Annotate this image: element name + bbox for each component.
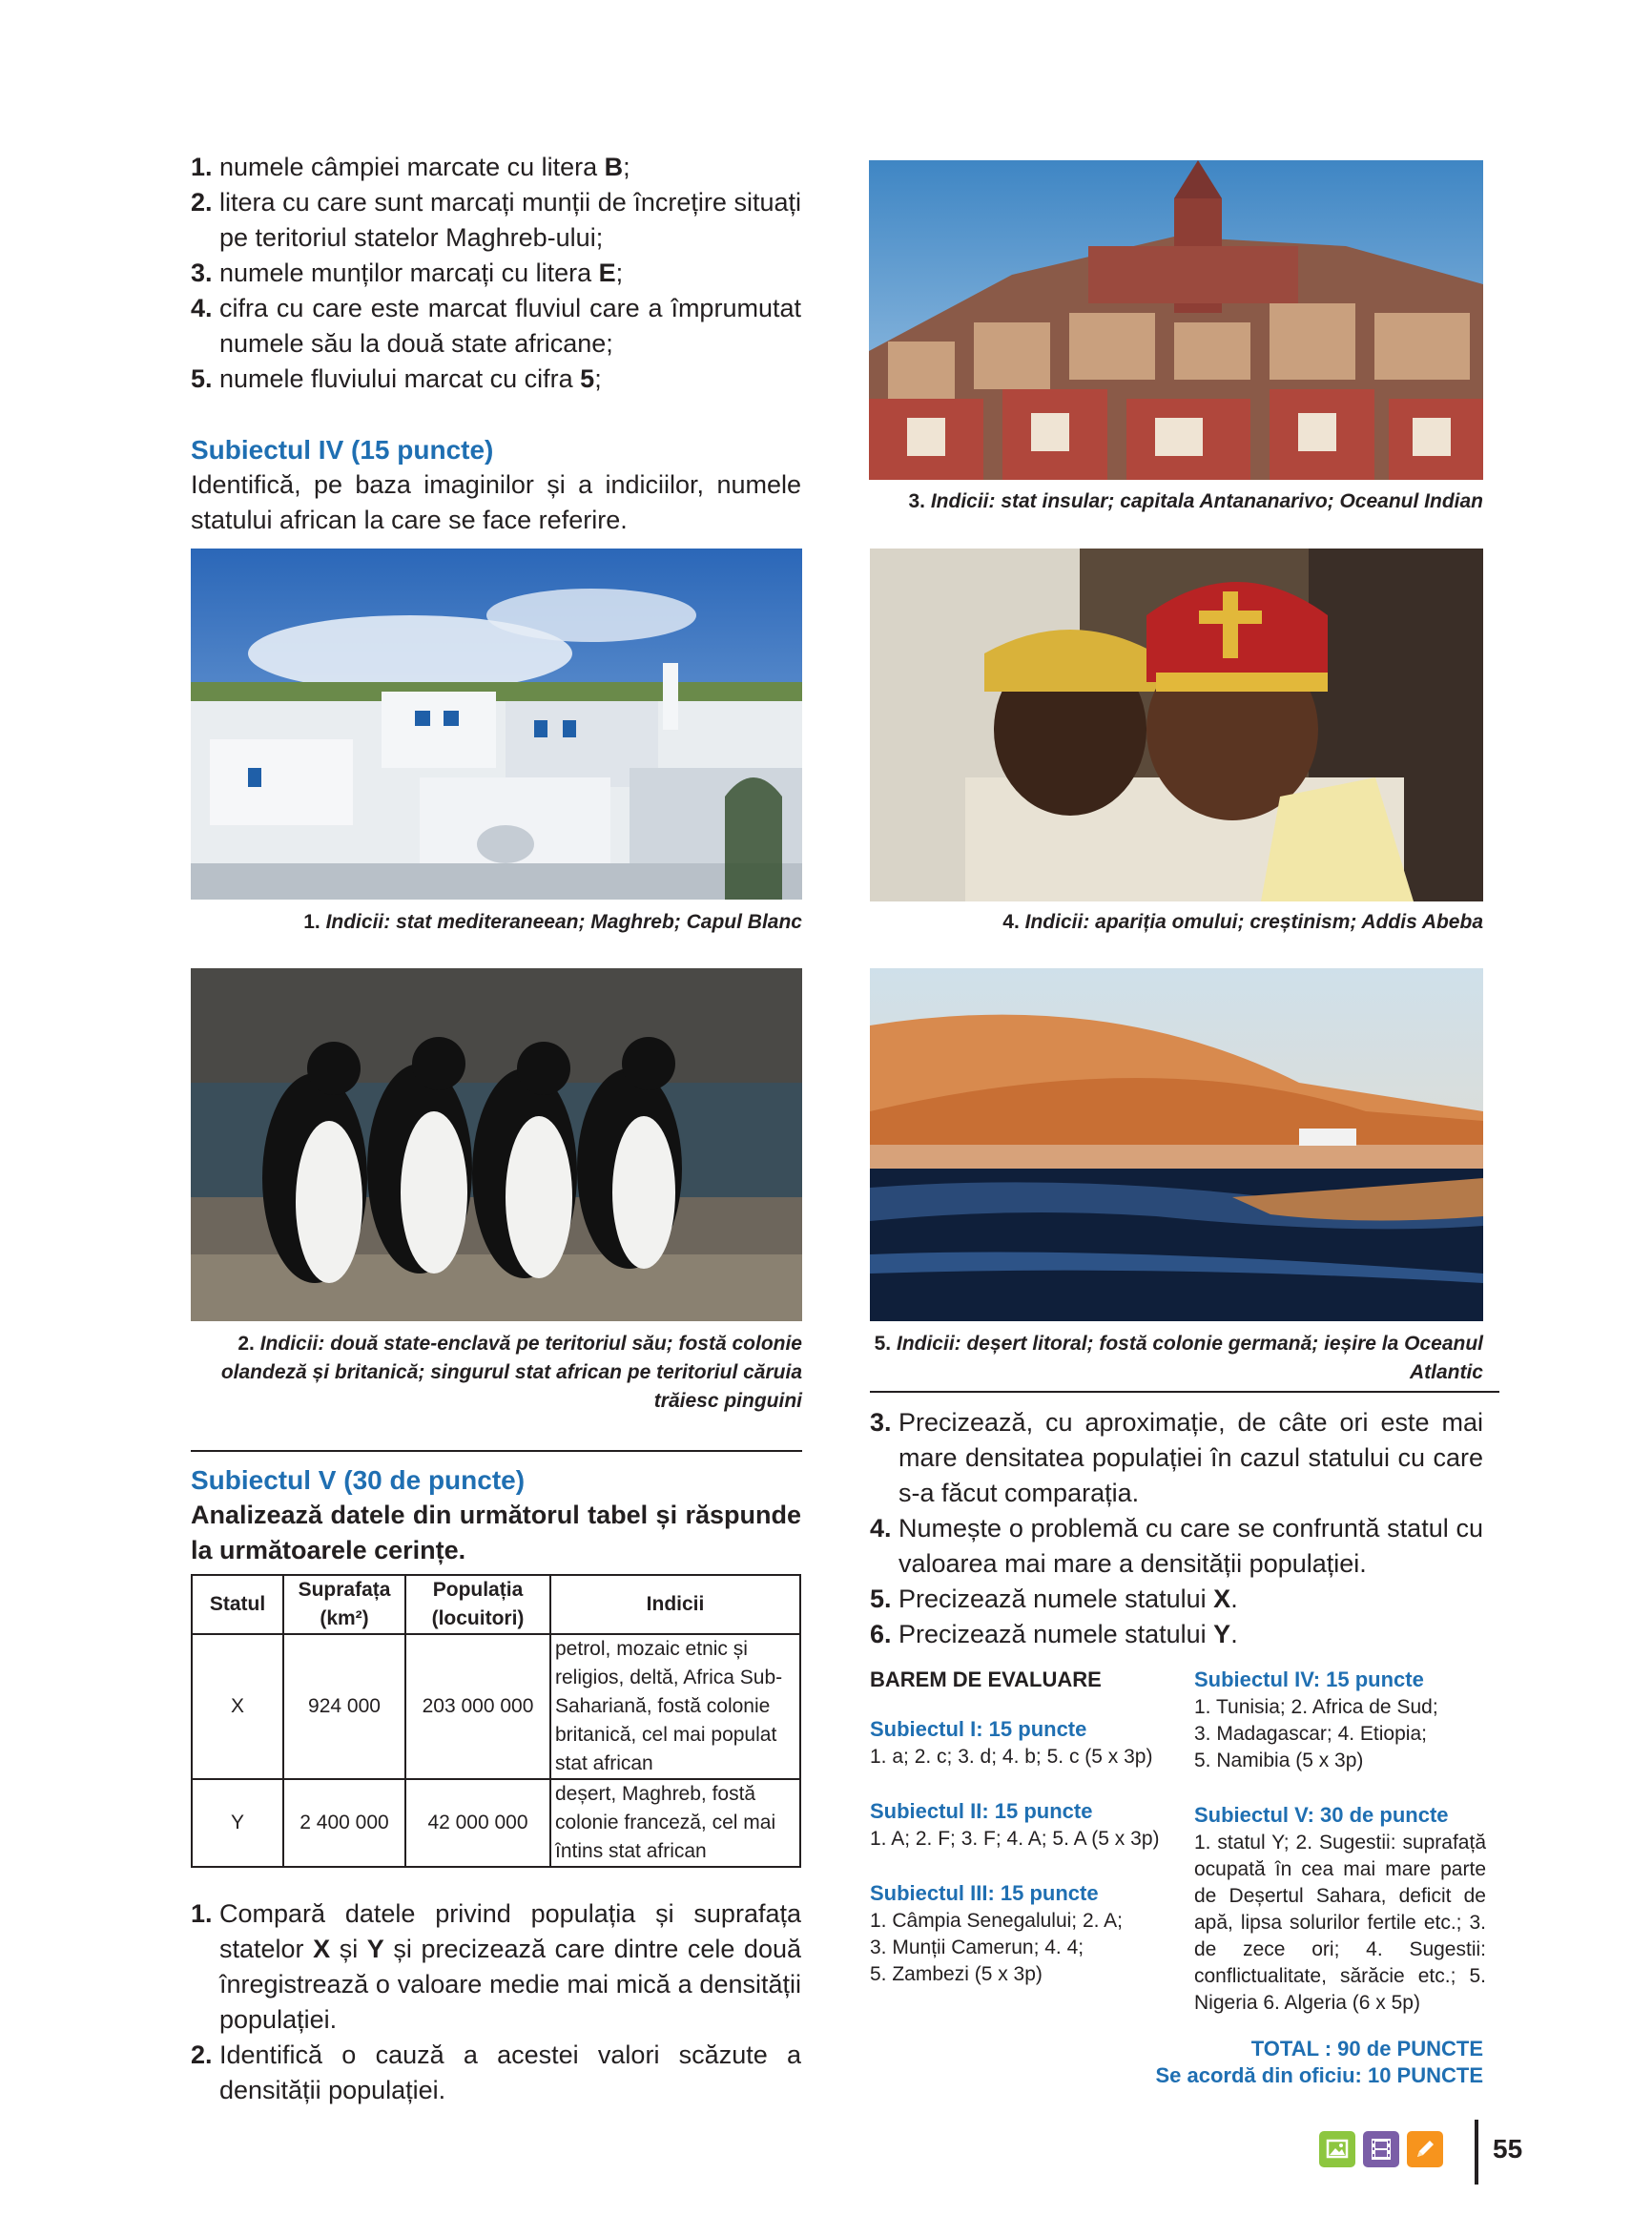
barem-s3-line: 3. Munții Camerun; 4. 4; <box>870 1936 1084 1958</box>
barem-s2-text: 1. A; 2. F; 3. F; 4. A; 5. A (5 x 3p) <box>870 1828 1160 1850</box>
barem-title: BAREM DE EVALUARE <box>870 1667 1102 1691</box>
table-cell: Y <box>192 1779 283 1867</box>
barem-s4-line: 5. Namibia (5 x 3p) <box>1194 1750 1364 1771</box>
subject4-intro: Identifică, pe baza imaginilor și a indiciilor, numele statului african la care se face referire. <box>191 470 801 534</box>
subject4-heading: Subiectul IV (15 puncte) <box>191 435 494 465</box>
caption-4: 4. Indicii: apariția omului; creștinism; Addis Abeba <box>1002 911 1483 933</box>
barem-left <box>870 1666 1175 1988</box>
question-4: 4. Numește o problemă cu care se confruntă statul cu valoarea mai mare a densității populației. <box>870 1514 1483 1578</box>
subject5-intro: Analizează datele din următorul tabel și răspunde la următoarele cerințe. <box>191 1501 801 1564</box>
top-list-item: 3. numele munților marcați cu litera E; <box>191 259 624 287</box>
questions-right <box>870 1405 1483 1652</box>
barem-s1-text: 1. a; 2. c; 3. d; 4. b; 5. c (5 x 3p) <box>870 1746 1153 1768</box>
barem-s4-line: 3. Madagascar; 4. Etiopia; <box>1194 1723 1427 1745</box>
table-cell: 203 000 000 <box>405 1634 550 1779</box>
total-points: TOTAL : 90 de PUNCTE <box>1250 2037 1483 2061</box>
divider-right <box>870 1391 1499 1393</box>
photo-boys <box>870 549 1483 901</box>
barem-s3-heading: Subiectul III: 15 puncte <box>870 1881 1099 1905</box>
table-row <box>192 1779 800 1867</box>
barem-s4-heading: Subiectul IV: 15 puncte <box>1194 1667 1424 1691</box>
question-1: 1. Compară datele privind populația și suprafața statelor X și Y și precizează care dintre cele două înregistrează o valoare medie mai mică a densității populației. <box>191 1899 801 2034</box>
top-list-item: 1. numele câmpiei marcate cu litera B; <box>191 153 630 181</box>
table-cell: petrol, mozaic etnic și religios, deltă, Africa Sub-Sahariană, fostă colonie britanică, cel mai populat stat african <box>550 1634 800 1779</box>
table-header: Populația (locuitori) <box>405 1575 550 1634</box>
film-icon[interactable] <box>1363 2131 1399 2167</box>
table-header: Indicii <box>550 1575 800 1634</box>
photo-desert-coast <box>870 968 1483 1321</box>
question-2: 2. Identifică o cauză a acestei valori scăzute a densității populației. <box>191 2040 801 2104</box>
question-6: 6. Precizează numele statului Y. <box>870 1620 1238 1648</box>
page-number: 55 <box>1493 2134 1523 2164</box>
top-list-item: 5. numele fluviului marcat cu cifra 5; <box>191 364 602 393</box>
footer-bar <box>1475 2120 1478 2185</box>
barem-s3-line: 1. Câmpia Senegalului; 2. A; <box>870 1910 1124 1932</box>
top-list-item: 4. cifra cu care este marcat fluviul care a împrumutat numele său la două state africane; <box>191 294 801 358</box>
table-cell: deșert, Maghreb, fostă colonie franceză, cel mai întins stat african <box>550 1779 800 1867</box>
table-cell: 2 400 000 <box>283 1779 405 1867</box>
divider-left <box>191 1450 802 1452</box>
barem-s2-heading: Subiectul II: 15 puncte <box>870 1799 1093 1823</box>
barem-s5-text: 1. statul Y; 2. Sugestii: suprafață ocupată în cea mai mare parte de Deșertul Sahara, deficit de apă, lipsa solurilor fertile etc.; 3. de zece ori; 4. Sugestii: conflictualitate, sărăcie etc.; 5. Nigeria 6. Algeria (6 x 5p) <box>1194 1832 1486 2014</box>
photo-white-town <box>191 549 802 900</box>
caption-3: 3. Indicii: stat insular; capitala Antananarivo; Oceanul Indian <box>908 490 1483 512</box>
caption-1: 1. Indicii: stat mediteraneean; Maghreb; Capul Blanc <box>303 911 802 933</box>
photo-penguins <box>191 968 802 1321</box>
image-icon[interactable] <box>1319 2131 1355 2167</box>
table-cell: X <box>192 1634 283 1779</box>
caption-5: 5. Indicii: deșert litoral; fostă colonie germană; ieșire la Oceanul Atlantic <box>874 1333 1483 1383</box>
table-row <box>192 1634 800 1779</box>
barem-s3-line: 5. Zambezi (5 x 3p) <box>870 1963 1043 1985</box>
barem-s1-heading: Subiectul I: 15 puncte <box>870 1717 1087 1741</box>
data-table <box>191 1574 801 1868</box>
top-question-list <box>191 150 801 397</box>
questions-left <box>191 1896 801 2108</box>
barem-s5-heading: Subiectul V: 30 de puncte <box>1194 1803 1449 1827</box>
pencil-icon[interactable] <box>1407 2131 1443 2167</box>
caption-2: 2. Indicii: două state-enclavă pe teritoriul său; fostă colonie olandeză și britanică; singurul stat african pe teritoriul căruia trăiesc pinguini <box>220 1333 802 1412</box>
subject5-heading: Subiectul V (30 de puncte) <box>191 1465 526 1495</box>
photo-hill-city <box>869 160 1483 480</box>
barem-right <box>1194 1666 1486 2017</box>
question-5: 5. Precizează numele statului X. <box>870 1584 1238 1613</box>
table-header: Suprafața (km²) <box>283 1575 405 1634</box>
oficiu-points: Se acordă din oficiu: 10 PUNCTE <box>1155 2063 1483 2087</box>
barem-s4-line: 1. Tunisia; 2. Africa de Sud; <box>1194 1696 1438 1718</box>
table-cell: 42 000 000 <box>405 1779 550 1867</box>
question-3: 3. Precizează, cu aproximație, de câte ori este mai mare densitatea populației în cazul statului cu care s-a făcut comparația. <box>870 1408 1483 1507</box>
table-cell: 924 000 <box>283 1634 405 1779</box>
top-list-item: 2. litera cu care sunt marcați munții de încrețire situați pe teritoriul statelor Maghreb-ului; <box>191 188 801 252</box>
table-header: Statul <box>192 1575 283 1634</box>
